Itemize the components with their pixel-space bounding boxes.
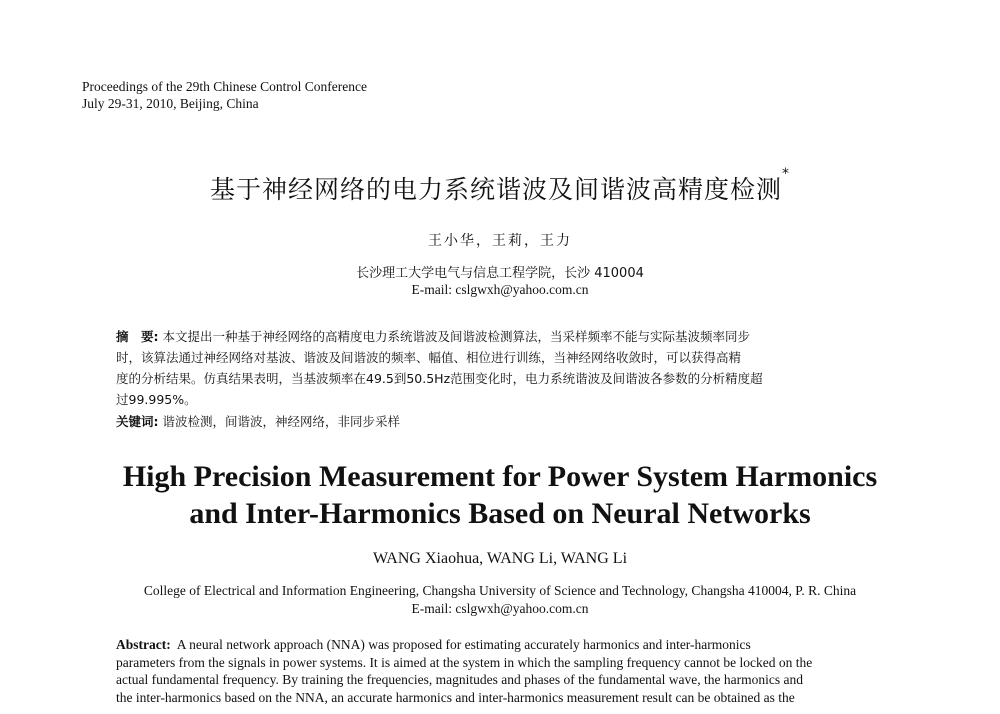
chinese-keywords-text: 谐波检测，间谐波，神经网络，非同步采样 xyxy=(162,414,400,429)
english-abstract-line: actual fundamental frequency. By training the frequencies, magnitudes and phases of the fundamental wave, the harmonics and xyxy=(116,672,804,687)
chinese-abstract-line: 度的分析结果。仿真结果表明，当基波频率在49.5到50.5Hz范围变化时，电力系统谐波及间谐波各参数的分析精度超 xyxy=(116,371,763,386)
chinese-abstract-line: 时，该算法通过神经网络对基波、谐波及间谐波的频率、幅值、相位进行训练，当神经网络收敛时，可以获得高精 xyxy=(116,350,742,365)
english-abstract-line: the inter-harmonics based on the NNA, an accurate harmonics and inter-harmonics measurement result can be obtained as the xyxy=(116,689,795,705)
chinese-abstract xyxy=(116,326,886,410)
proceedings-line-1: Proceedings of the 29th Chinese Control Conference xyxy=(82,79,367,94)
english-abstract-line: parameters from the signals in power systems. It is aimed at the system in which the sampling frequency cannot be locked on the xyxy=(116,654,813,670)
proceedings-line-2: July 29-31, 2010, Beijing, China xyxy=(82,96,259,111)
chinese-keywords-label: 关键词: xyxy=(116,414,159,429)
english-title xyxy=(0,458,1000,532)
english-abstract xyxy=(116,636,886,706)
chinese-abstract-line: 过99.995%。 xyxy=(116,392,197,407)
chinese-email: E-mail: cslgwxh@yahoo.com.cn xyxy=(411,282,589,297)
chinese-title xyxy=(0,166,1000,206)
english-affiliation: College of Electrical and Information Engineering, Changsha University of Science and Technology, Changsha 410004, P. R. China xyxy=(143,583,857,598)
chinese-abstract-label: 摘 要: xyxy=(116,329,159,344)
chinese-title-footnote-mark: * xyxy=(782,166,790,182)
english-authors: WANG Xiaohua, WANG Li, WANG Li xyxy=(372,550,628,567)
english-abstract-line: A neural network approach (NNA) was proposed for estimating accurately harmonics and inter-harmonics xyxy=(176,637,751,652)
chinese-title-text: 基于神经网络的电力系统谐波及间谐波高精度检测 xyxy=(209,175,782,204)
chinese-abstract-line: 本文提出一种基于神经网络的高精度电力系统谐波及间谐波检测算法，当采样频率不能与实际基波频率同步 xyxy=(162,329,751,344)
english-email: E-mail: cslgwxh@yahoo.com.cn xyxy=(411,601,589,616)
proceedings-header xyxy=(82,78,367,112)
chinese-keywords xyxy=(116,411,886,432)
english-title-line-1: High Precision Measurement for Power System Harmonics xyxy=(122,460,878,493)
english-abstract-label: Abstract: xyxy=(116,637,171,652)
chinese-authors: 王小华，王莉，王力 xyxy=(428,233,572,249)
english-title-line-2: and Inter-Harmonics Based on Neural Networks xyxy=(189,497,811,530)
chinese-affiliation: 长沙理工大学电气与信息工程学院，长沙 410004 xyxy=(356,266,644,281)
